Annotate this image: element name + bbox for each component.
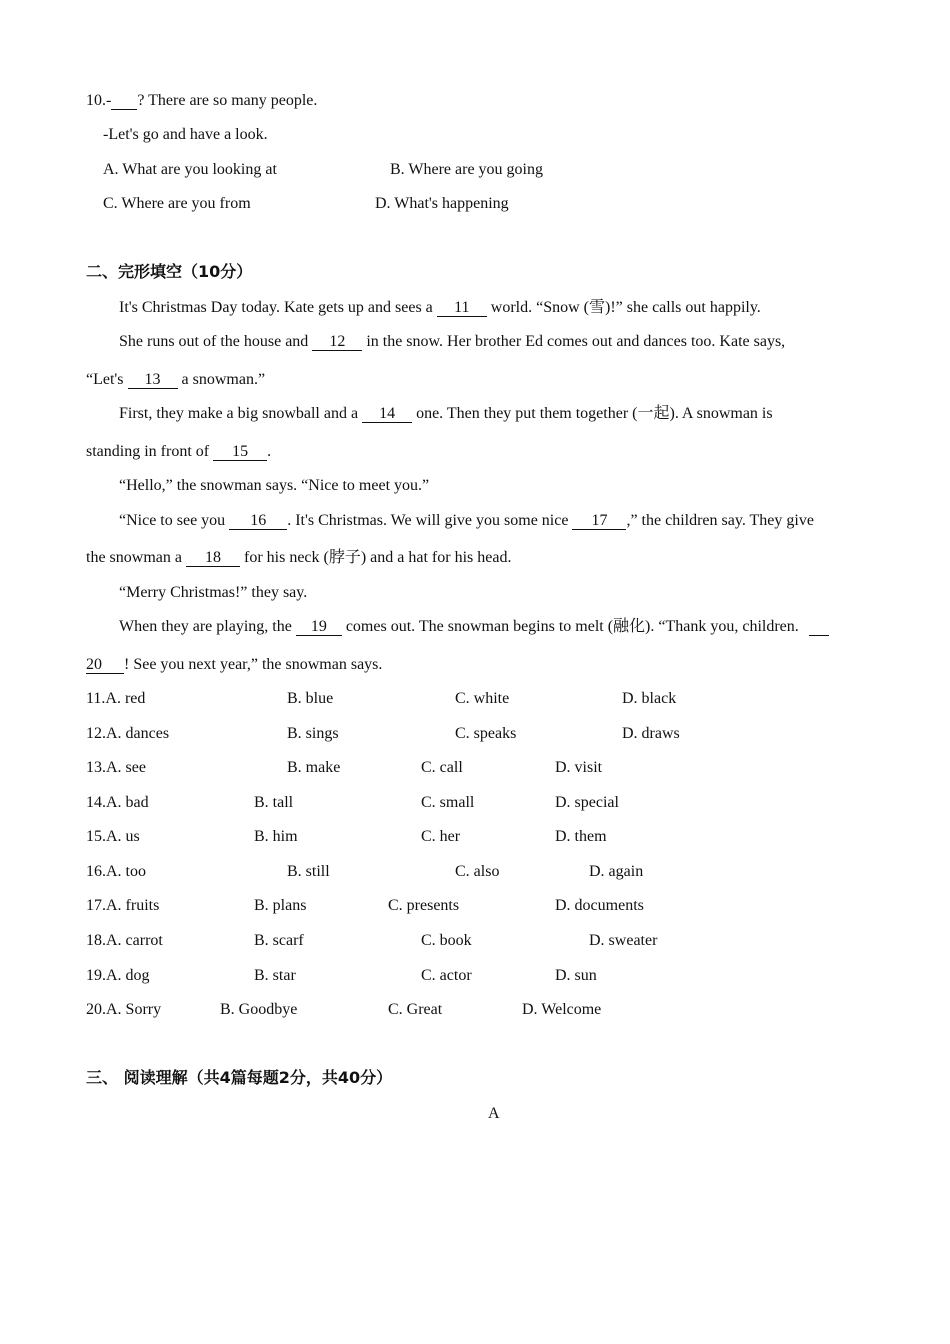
option-text: B. make (287, 759, 341, 776)
passage-text: First, they make a big snowball and a (119, 405, 363, 422)
option-text: D. special (555, 794, 619, 811)
option-19-d (555, 966, 597, 986)
option-14-d (555, 793, 619, 813)
option-19-a (86, 966, 150, 986)
option-text: C. presents (388, 897, 460, 914)
blank-16: 16 (229, 512, 287, 530)
blank-20-start (809, 618, 829, 636)
option-11-d (622, 689, 676, 709)
option-20-c (388, 1000, 442, 1020)
option-text: B. scarf (254, 932, 304, 949)
option-text: D. sweater (589, 932, 658, 949)
passage-text: “Nice to see you (119, 512, 230, 529)
passage-text: . (267, 443, 272, 460)
passage-line-5 (86, 442, 271, 462)
passage-text: . It's Christmas. We will give you some nice (287, 512, 573, 529)
question-number: 18. (86, 932, 106, 949)
passage-line-3 (86, 370, 265, 390)
option-text: D. black (622, 690, 677, 707)
question-number: 14. (86, 794, 106, 811)
section3-heading: 三、 阅读理解（共4篇每题2分，共40分） (86, 1068, 393, 1087)
question-number: 12. (86, 725, 106, 742)
passage-text: “Let's (86, 371, 128, 388)
option-text: A. fruits (106, 897, 160, 914)
question-number: 11. (86, 690, 106, 707)
q10-text: ? There are so many people. (137, 92, 318, 109)
option-16-d (589, 862, 643, 882)
option-11-c (455, 689, 509, 709)
option-17-b (254, 896, 306, 916)
option-text: C. white (455, 690, 510, 707)
passage-line-6: “Hello,” the snowman says. “Nice to meet you.” (119, 477, 430, 494)
q10-option-d: D. What's happening (375, 195, 509, 212)
passage-text: one. Then they put them together (一起). A snowman is (412, 405, 773, 422)
passage-text: in the snow. Her brother Ed comes out and dances too. Kate says, (362, 333, 786, 350)
blank-12: 12 (312, 333, 362, 351)
option-text: C. small (421, 794, 475, 811)
passage-line-10 (119, 617, 829, 637)
blank-17: 17 (572, 512, 626, 530)
option-text: A. us (106, 828, 140, 845)
option-13-b (287, 758, 340, 778)
blank-18: 18 (186, 549, 240, 567)
option-16-a (86, 862, 146, 882)
option-text: A. red (105, 690, 146, 707)
blank-14: 14 (362, 405, 412, 423)
option-13-c (421, 758, 463, 778)
option-text: B. plans (254, 897, 307, 914)
option-text: C. speaks (455, 725, 517, 742)
question-number: 17. (86, 897, 106, 914)
option-text: D. draws (622, 725, 680, 742)
option-text: C. Great (388, 1001, 443, 1018)
q10-option-c: C. Where are you from (103, 195, 251, 212)
option-17-d (555, 896, 644, 916)
option-text: B. blue (287, 690, 334, 707)
option-text: D. documents (555, 897, 644, 914)
option-text: D. them (555, 828, 607, 845)
option-text: C. book (421, 932, 472, 949)
option-12-c (455, 724, 516, 744)
blank-15: 15 (213, 443, 267, 461)
option-15-a (86, 827, 140, 847)
option-text: C. her (421, 828, 461, 845)
blank-19: 19 (296, 618, 342, 636)
option-text: A. too (106, 863, 146, 880)
q10-option-a: A. What are you looking at (103, 161, 277, 178)
passage-text: for his neck (脖子) and a hat for his head. (239, 549, 512, 566)
option-12-a (86, 724, 169, 744)
option-20-b (220, 1000, 297, 1020)
option-text: B. sings (287, 725, 339, 742)
option-19-b (254, 966, 296, 986)
option-18-c (421, 931, 472, 951)
option-text: D. again (589, 863, 644, 880)
passage-line-7 (119, 511, 814, 531)
option-text: D. sun (555, 967, 597, 984)
q10-blank (111, 92, 137, 110)
option-text: B. him (254, 828, 298, 845)
option-text: A. bad (106, 794, 149, 811)
passage-text: world. “Snow (雪)!” she calls out happily. (486, 299, 761, 316)
question-number: 13. (86, 759, 106, 776)
option-15-c (421, 827, 460, 847)
option-text: A. carrot (106, 932, 163, 949)
option-16-c (455, 862, 499, 882)
blank-13: 13 (128, 371, 178, 389)
option-20-d (522, 1000, 601, 1020)
option-12-d (622, 724, 680, 744)
q10-option-b: B. Where are you going (390, 161, 543, 178)
option-13-a (86, 758, 146, 778)
passage-line-9: “Merry Christmas!” they say. (119, 584, 308, 601)
passage-text: comes out. The snowman begins to melt (融化). “Thank you, children. (341, 618, 799, 635)
q10-stem (86, 91, 317, 111)
question-number: 20. (86, 1001, 106, 1018)
question-number: 19. (86, 967, 106, 984)
option-11-b (287, 689, 333, 709)
passage-text: standing in front of (86, 443, 214, 460)
passage-text: ! See you next year,” the snowman says. (124, 656, 383, 673)
option-text: B. star (254, 967, 296, 984)
section2-heading: 二、完形填空（10分） (86, 262, 253, 281)
blank-11: 11 (437, 299, 487, 317)
option-text: A. see (106, 759, 146, 776)
option-14-b (254, 793, 293, 813)
option-13-d (555, 758, 602, 778)
passage-text: She runs out of the house and (119, 333, 313, 350)
option-text: D. Welcome (522, 1001, 602, 1018)
option-text: A. Sorry (106, 1001, 162, 1018)
option-18-a (86, 931, 163, 951)
option-text: B. tall (254, 794, 294, 811)
option-text: C. actor (421, 967, 472, 984)
option-text: A. dances (106, 725, 170, 742)
passage-line-11 (86, 655, 382, 675)
passage-label: A (488, 1105, 500, 1122)
option-18-d (589, 931, 657, 951)
option-16-b (287, 862, 330, 882)
passage-text: It's Christmas Day today. Kate gets up and sees a (119, 299, 437, 316)
option-17-a (86, 896, 159, 916)
passage-text: ,” the children say. They give (626, 512, 814, 529)
question-number: 16. (86, 863, 106, 880)
option-text: C. also (455, 863, 500, 880)
question-number: 15. (86, 828, 106, 845)
passage-text: a snowman.” (177, 371, 266, 388)
option-19-c (421, 966, 472, 986)
blank-20: 20 (86, 656, 124, 674)
passage-line-1 (119, 298, 761, 318)
option-text: C. call (421, 759, 463, 776)
option-text: B. still (287, 863, 330, 880)
passage-line-2 (119, 332, 785, 352)
passage-text: the snowman a (86, 549, 186, 566)
option-text: D. visit (555, 759, 603, 776)
option-15-d (555, 827, 607, 847)
option-20-a (86, 1000, 161, 1020)
option-text: A. dog (106, 967, 150, 984)
passage-line-4 (119, 404, 773, 424)
option-15-b (254, 827, 298, 847)
option-17-c (388, 896, 459, 916)
option-text: B. Goodbye (220, 1001, 298, 1018)
passage-line-8 (86, 548, 511, 568)
q10-reply: -Let's go and have a look. (103, 126, 268, 143)
option-14-a (86, 793, 149, 813)
option-11-a (86, 689, 145, 709)
passage-text: When they are playing, the (119, 618, 296, 635)
q10-number: 10.- (86, 92, 112, 109)
option-14-c (421, 793, 474, 813)
option-18-b (254, 931, 304, 951)
option-12-b (287, 724, 339, 744)
